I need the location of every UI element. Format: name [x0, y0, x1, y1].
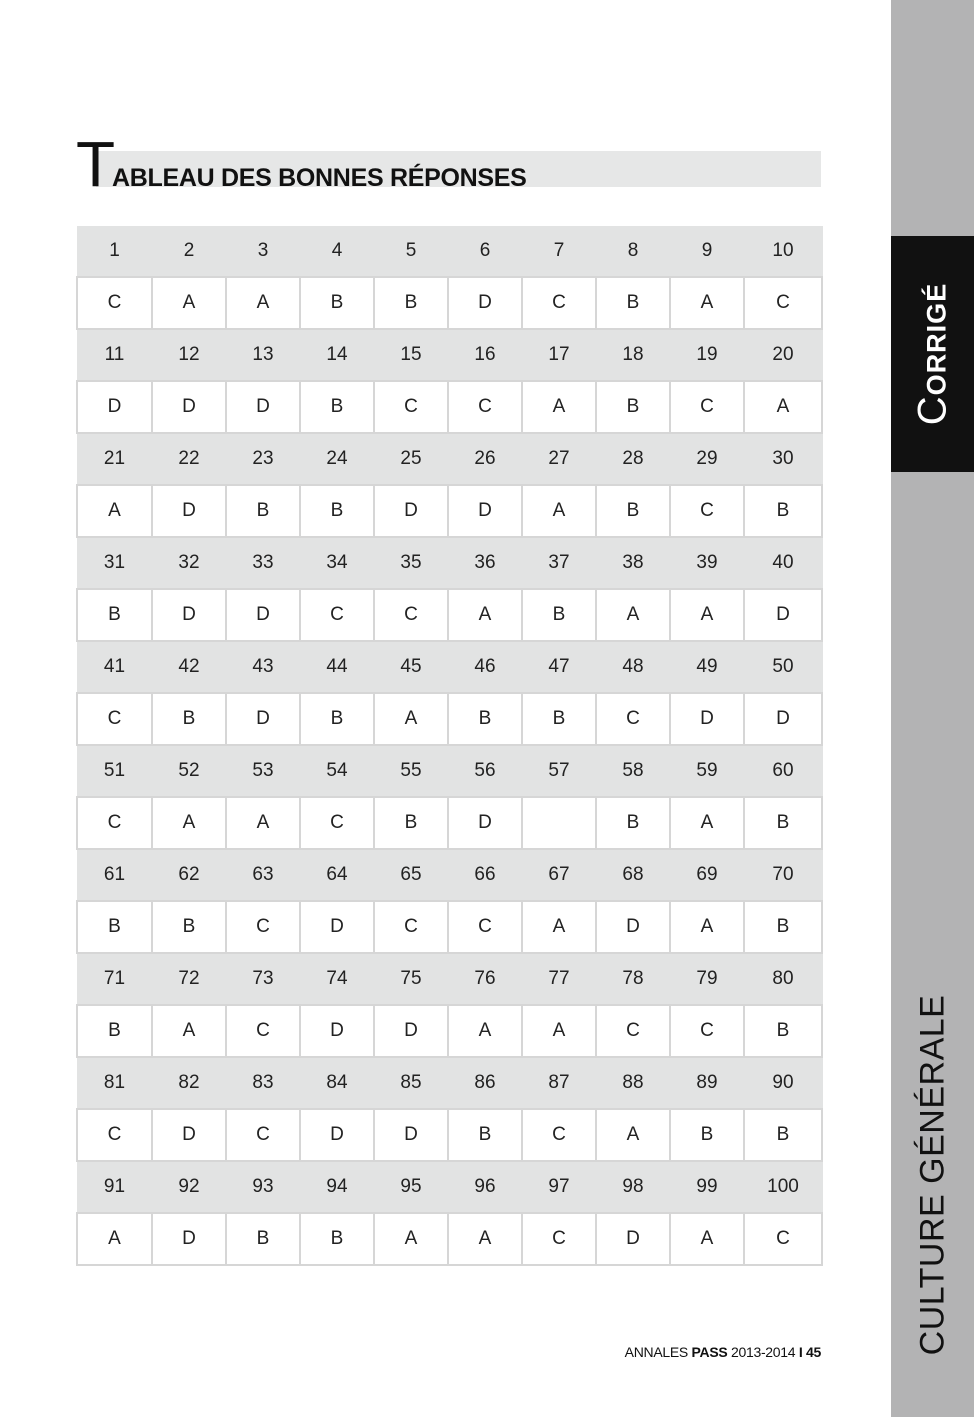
page-footer	[600, 1344, 821, 1360]
question-number: 37	[522, 537, 596, 589]
answer-letter: A	[152, 277, 226, 329]
answer-letter: B	[374, 277, 448, 329]
question-number: 4	[300, 226, 374, 277]
question-number: 66	[448, 849, 522, 901]
answer-letter: D	[448, 485, 522, 537]
answer-letter: C	[374, 381, 448, 433]
question-number: 1	[77, 226, 152, 277]
question-number: 93	[226, 1161, 300, 1213]
question-number: 49	[670, 641, 744, 693]
question-number-row	[77, 641, 822, 693]
question-number: 59	[670, 745, 744, 797]
answer-letter: A	[596, 589, 670, 641]
answer-letter: A	[670, 1213, 744, 1265]
answer-letter: D	[300, 1109, 374, 1161]
answer-letter: C	[300, 589, 374, 641]
answer-letter: C	[522, 1109, 596, 1161]
section-tab-corrige	[891, 236, 974, 472]
answer-letter: A	[522, 485, 596, 537]
answer-row	[77, 901, 822, 953]
question-number-row	[77, 1161, 822, 1213]
question-number: 55	[374, 745, 448, 797]
question-number: 3	[226, 226, 300, 277]
answer-letter: C	[670, 381, 744, 433]
question-number: 97	[522, 1161, 596, 1213]
footer-separator: I	[798, 1344, 803, 1360]
answer-letter: C	[670, 1005, 744, 1057]
answer-letter: C	[522, 277, 596, 329]
answer-letter: D	[152, 485, 226, 537]
answer-letter: D	[596, 901, 670, 953]
question-number: 82	[152, 1057, 226, 1109]
question-number: 32	[152, 537, 226, 589]
answer-letter: B	[596, 381, 670, 433]
answer-letter: B	[300, 381, 374, 433]
answer-letter: D	[374, 1109, 448, 1161]
question-number: 27	[522, 433, 596, 485]
answer-letter: D	[152, 589, 226, 641]
answer-letter: B	[300, 485, 374, 537]
question-number-row	[77, 849, 822, 901]
answer-letter: C	[77, 797, 152, 849]
section-label-area	[891, 985, 974, 1365]
question-number-row	[77, 745, 822, 797]
answer-letter: B	[300, 693, 374, 745]
answer-letter: B	[77, 901, 152, 953]
answer-letter: B	[152, 901, 226, 953]
answer-letter: B	[596, 485, 670, 537]
answer-letter: C	[77, 277, 152, 329]
answer-letter: A	[152, 797, 226, 849]
answer-letter: A	[670, 901, 744, 953]
answer-letter: D	[152, 1109, 226, 1161]
answer-letter: A	[226, 277, 300, 329]
question-number: 68	[596, 849, 670, 901]
answer-letter: B	[374, 797, 448, 849]
question-number: 8	[596, 226, 670, 277]
footer-year: 2013-2014	[727, 1344, 799, 1360]
question-number: 30	[744, 433, 822, 485]
question-number: 33	[226, 537, 300, 589]
answer-letter: A	[448, 1005, 522, 1057]
question-number: 74	[300, 953, 374, 1005]
answer-letter: C	[300, 797, 374, 849]
answer-letter: B	[744, 1109, 822, 1161]
footer-brand: PASS	[691, 1344, 728, 1360]
answers-table	[76, 226, 823, 1266]
answer-letter: A	[522, 901, 596, 953]
question-number: 46	[448, 641, 522, 693]
question-number: 50	[744, 641, 822, 693]
answer-letter: D	[596, 1213, 670, 1265]
question-number: 23	[226, 433, 300, 485]
question-number: 40	[744, 537, 822, 589]
answer-letter: C	[226, 1109, 300, 1161]
answer-letter: B	[596, 277, 670, 329]
question-number: 54	[300, 745, 374, 797]
question-number: 12	[152, 329, 226, 381]
question-number: 79	[670, 953, 744, 1005]
answer-letter: A	[522, 1005, 596, 1057]
question-number: 56	[448, 745, 522, 797]
question-number: 17	[522, 329, 596, 381]
question-number: 20	[744, 329, 822, 381]
question-number: 65	[374, 849, 448, 901]
answer-row	[77, 277, 822, 329]
section-tab-label	[910, 283, 955, 425]
question-number: 77	[522, 953, 596, 1005]
question-number: 69	[670, 849, 744, 901]
answer-letter: D	[152, 1213, 226, 1265]
question-number: 14	[300, 329, 374, 381]
answer-letter: D	[152, 381, 226, 433]
question-number: 88	[596, 1057, 670, 1109]
question-number: 61	[77, 849, 152, 901]
answer-letter: C	[596, 693, 670, 745]
question-number: 52	[152, 745, 226, 797]
question-number-row	[77, 329, 822, 381]
question-number: 13	[226, 329, 300, 381]
answer-letter: A	[522, 381, 596, 433]
answer-letter: A	[152, 1005, 226, 1057]
question-number: 9	[670, 226, 744, 277]
answer-letter: C	[226, 901, 300, 953]
question-number-row	[77, 433, 822, 485]
answer-letter: A	[670, 277, 744, 329]
answer-letter: A	[77, 1213, 152, 1265]
question-number: 42	[152, 641, 226, 693]
answer-letter: B	[226, 485, 300, 537]
answer-letter: D	[448, 277, 522, 329]
question-number: 70	[744, 849, 822, 901]
answer-letter: C	[374, 901, 448, 953]
answer-letter: A	[226, 797, 300, 849]
question-number: 75	[374, 953, 448, 1005]
question-number: 62	[152, 849, 226, 901]
question-number: 83	[226, 1057, 300, 1109]
answer-letter: C	[522, 1213, 596, 1265]
question-number: 41	[77, 641, 152, 693]
answer-letter: B	[77, 589, 152, 641]
answer-letter: A	[670, 797, 744, 849]
answer-row	[77, 381, 822, 433]
question-number: 48	[596, 641, 670, 693]
answer-letter: A	[374, 1213, 448, 1265]
question-number: 6	[448, 226, 522, 277]
question-number: 53	[226, 745, 300, 797]
question-number: 22	[152, 433, 226, 485]
answer-row	[77, 693, 822, 745]
question-number: 60	[744, 745, 822, 797]
question-number: 44	[300, 641, 374, 693]
question-number: 28	[596, 433, 670, 485]
answer-letter: B	[596, 797, 670, 849]
answer-letter: C	[374, 589, 448, 641]
answer-letter: C	[448, 381, 522, 433]
answer-letter: D	[744, 589, 822, 641]
answer-letter: B	[77, 1005, 152, 1057]
answer-row	[77, 1109, 822, 1161]
question-number: 15	[374, 329, 448, 381]
question-number: 34	[300, 537, 374, 589]
section-tab-rest: ORRIGÉ	[921, 282, 951, 396]
answer-row	[77, 485, 822, 537]
answer-letter: B	[448, 693, 522, 745]
question-number: 81	[77, 1057, 152, 1109]
question-number: 96	[448, 1161, 522, 1213]
answer-letter: A	[448, 1213, 522, 1265]
question-number: 24	[300, 433, 374, 485]
question-number: 86	[448, 1057, 522, 1109]
question-number: 45	[374, 641, 448, 693]
answer-letter: D	[374, 485, 448, 537]
question-number: 7	[522, 226, 596, 277]
question-number: 39	[670, 537, 744, 589]
question-number: 58	[596, 745, 670, 797]
answer-row	[77, 797, 822, 849]
answer-letter: C	[77, 1109, 152, 1161]
answer-letter: B	[744, 901, 822, 953]
answer-letter: A	[77, 485, 152, 537]
answer-letter	[522, 797, 596, 849]
question-number: 100	[744, 1161, 822, 1213]
answer-letter: C	[744, 1213, 822, 1265]
question-number-row	[77, 537, 822, 589]
answer-letter: C	[77, 693, 152, 745]
question-number: 80	[744, 953, 822, 1005]
question-number-row	[77, 226, 822, 277]
answer-letter: D	[226, 589, 300, 641]
answer-letter: D	[448, 797, 522, 849]
answer-letter: C	[670, 485, 744, 537]
answer-letter: B	[744, 797, 822, 849]
question-number: 43	[226, 641, 300, 693]
answer-row	[77, 1005, 822, 1057]
question-number: 51	[77, 745, 152, 797]
question-number: 67	[522, 849, 596, 901]
question-number: 18	[596, 329, 670, 381]
question-number-row	[77, 1057, 822, 1109]
question-number: 72	[152, 953, 226, 1005]
question-number: 90	[744, 1057, 822, 1109]
question-number: 89	[670, 1057, 744, 1109]
title-initial: T	[76, 128, 116, 200]
answer-letter: D	[77, 381, 152, 433]
answer-letter: A	[670, 589, 744, 641]
question-number: 95	[374, 1161, 448, 1213]
question-number: 78	[596, 953, 670, 1005]
question-number: 35	[374, 537, 448, 589]
question-number: 29	[670, 433, 744, 485]
question-number: 87	[522, 1057, 596, 1109]
question-number: 99	[670, 1161, 744, 1213]
question-number: 94	[300, 1161, 374, 1213]
question-number: 98	[596, 1161, 670, 1213]
answer-letter: B	[670, 1109, 744, 1161]
answer-letter: D	[226, 381, 300, 433]
page-number: 45	[802, 1344, 821, 1360]
question-number: 85	[374, 1057, 448, 1109]
question-number: 64	[300, 849, 374, 901]
question-number: 63	[226, 849, 300, 901]
question-number: 26	[448, 433, 522, 485]
question-number: 21	[77, 433, 152, 485]
answer-letter: B	[744, 1005, 822, 1057]
answer-letter: C	[596, 1005, 670, 1057]
question-number: 57	[522, 745, 596, 797]
question-number: 25	[374, 433, 448, 485]
question-number: 71	[77, 953, 152, 1005]
question-number: 38	[596, 537, 670, 589]
answer-letter: D	[226, 693, 300, 745]
question-number: 91	[77, 1161, 152, 1213]
question-number: 92	[152, 1161, 226, 1213]
section-label: CULTURE GÉNÉRALE	[913, 994, 951, 1356]
footer-prefix: ANNALES	[624, 1344, 692, 1360]
answer-letter: D	[300, 901, 374, 953]
answer-letter: A	[374, 693, 448, 745]
answer-letter: D	[744, 693, 822, 745]
answer-letter: D	[300, 1005, 374, 1057]
question-number: 16	[448, 329, 522, 381]
answer-letter: B	[300, 277, 374, 329]
answer-letter: B	[152, 693, 226, 745]
question-number: 2	[152, 226, 226, 277]
answer-row	[77, 589, 822, 641]
answer-letter: A	[744, 381, 822, 433]
question-number: 47	[522, 641, 596, 693]
answer-letter: B	[448, 1109, 522, 1161]
question-number: 84	[300, 1057, 374, 1109]
answer-letter: A	[596, 1109, 670, 1161]
question-number: 19	[670, 329, 744, 381]
question-number: 76	[448, 953, 522, 1005]
answer-letter: B	[744, 485, 822, 537]
answer-letter: D	[374, 1005, 448, 1057]
page-title: ABLEAU DES BONNES RÉPONSES	[112, 164, 527, 192]
answer-letter: C	[226, 1005, 300, 1057]
question-number: 36	[448, 537, 522, 589]
question-number: 10	[744, 226, 822, 277]
answer-letter: A	[448, 589, 522, 641]
section-tab-initial: C	[910, 395, 954, 426]
answer-letter: B	[226, 1213, 300, 1265]
question-number: 11	[77, 329, 152, 381]
answer-row	[77, 1213, 822, 1265]
answer-letter: B	[522, 589, 596, 641]
question-number: 73	[226, 953, 300, 1005]
answer-letter: C	[744, 277, 822, 329]
question-number-row	[77, 953, 822, 1005]
answer-letter: D	[670, 693, 744, 745]
question-number: 5	[374, 226, 448, 277]
question-number: 31	[77, 537, 152, 589]
answer-letter: C	[448, 901, 522, 953]
answer-letter: B	[522, 693, 596, 745]
answer-letter: B	[300, 1213, 374, 1265]
